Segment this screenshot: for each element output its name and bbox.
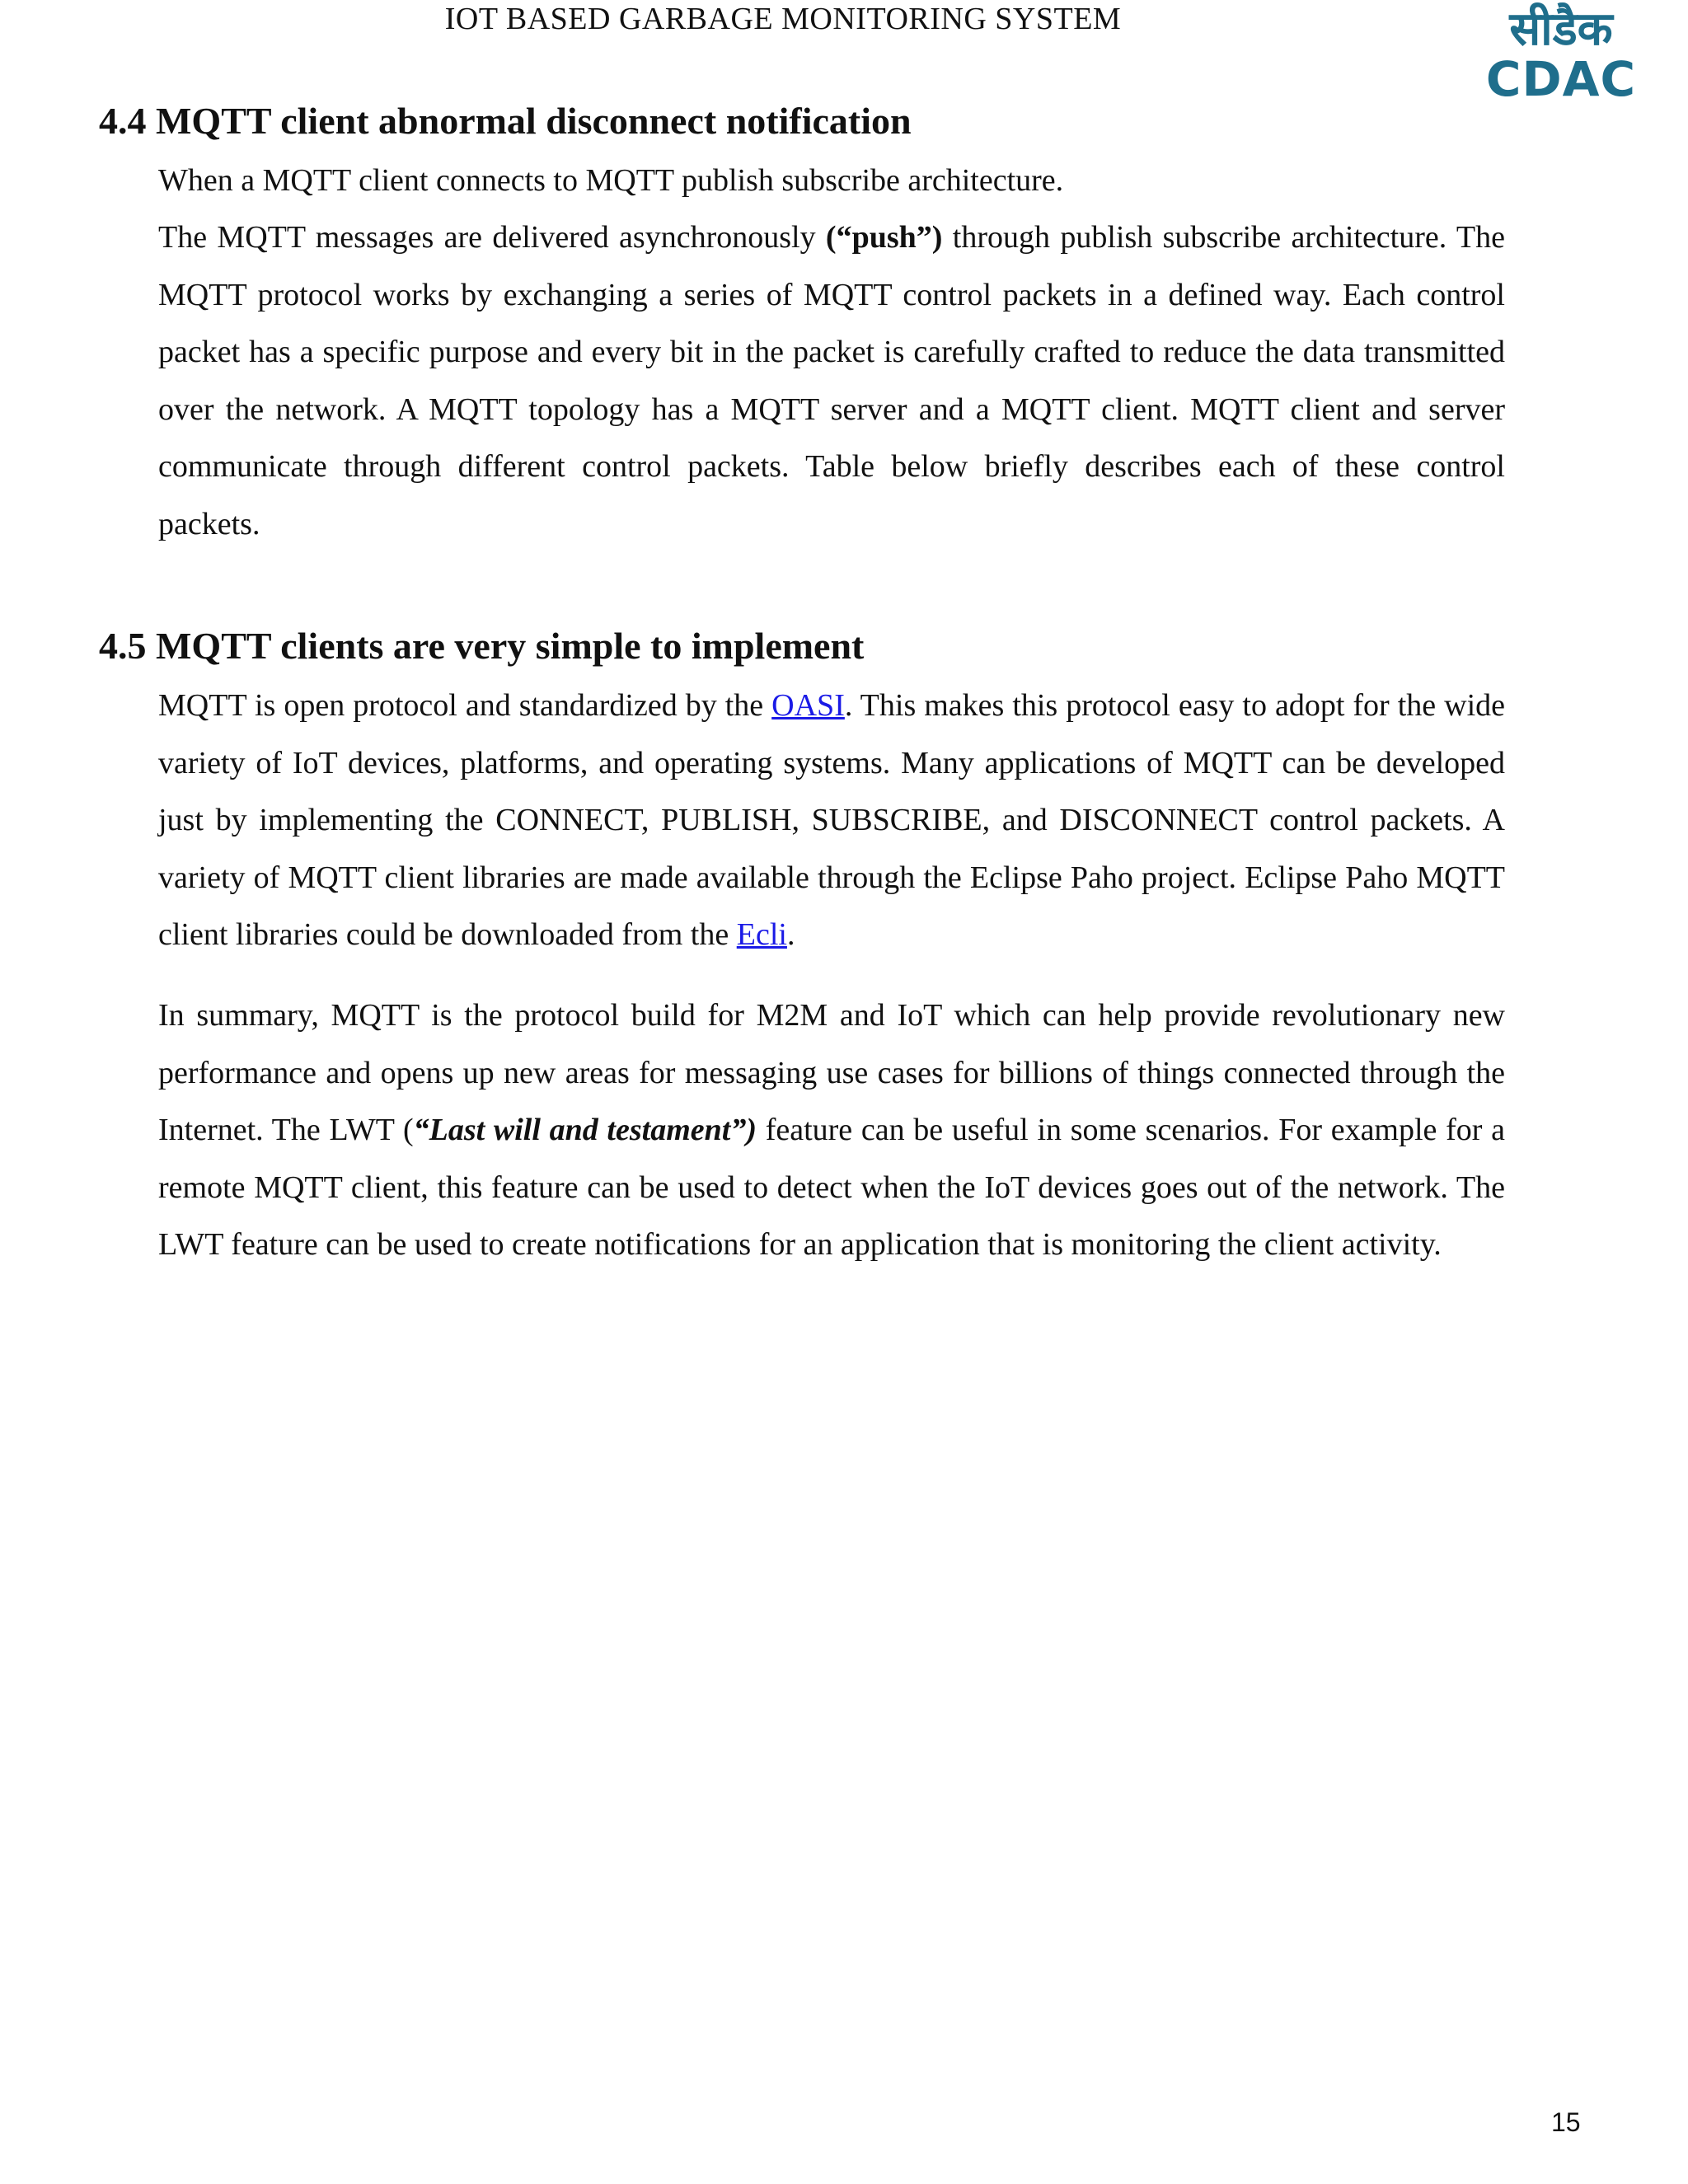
eclipse-link[interactable]: Ecli xyxy=(736,917,787,952)
logo-hindi-text: सीडैक xyxy=(1509,2,1613,56)
paragraph-text: The MQTT messages are delivered asynchronously xyxy=(158,220,826,255)
cdac-logo xyxy=(1486,2,1636,102)
logo-latin-text: CDAC xyxy=(1486,51,1636,102)
emphasis-text xyxy=(414,1113,757,1147)
paragraph xyxy=(158,677,1505,964)
paragraph-text: through publish subscribe architecture. The MQTT protocol works by exchanging a series of MQTT control packets in a defined way. Each control packet has a specific purpose and every bit in the packet is carefully crafted to reduce the data transmitted over the network. A MQTT topology has a MQTT server and a MQTT client. MQTT client and server communicate through different control packets. Table below briefly describes each of these control packets. xyxy=(158,220,1505,541)
running-header: IOT BASED GARBAGE MONITORING SYSTEM xyxy=(444,2,1122,36)
page-number: 15 xyxy=(1551,2107,1581,2137)
emphasis-italic-text: “Last will and testament”) xyxy=(413,1113,757,1147)
paragraph-text: feature can be useful in some scenarios. For example for a remote MQTT client, this feature can be used to detect when the IoT devices goes out of the network. The LWT feature can be used to create notifications for an application that is monitoring the client activity. xyxy=(158,1113,1506,1262)
paragraph-text: . xyxy=(786,917,795,952)
paragraph-text: When a MQTT client connects to MQTT publish subscribe architecture. xyxy=(158,163,1064,198)
paragraph-text: In summary, MQTT is the protocol build for M2M and IoT which can help provide revolutionary new performance and opens up new areas for messaging use cases for billions of things connected through the Internet. The LWT ( xyxy=(158,998,1505,1147)
paragraph xyxy=(158,987,1505,1274)
paragraph-text: MQTT is open protocol and standardized by the xyxy=(158,688,772,723)
section-heading: 4.5 MQTT clients are very simple to implement xyxy=(99,625,865,667)
section-heading: 4.4 MQTT client abnormal disconnect notification xyxy=(99,100,912,142)
emphasis-text: (“push”) xyxy=(825,220,943,255)
paragraph-text: . This makes this protocol easy to adopt for the wide variety of IoT devices, platforms, and operating systems. Many applications of MQTT can be developed just by implementing the CONNECT, PUBLISH, SUBSCRIBE, and DISCONNECT control packets. A variety of MQTT client libraries are made available through the Eclipse Paho project. Eclipse Paho MQTT client libraries could be downloaded from the xyxy=(158,688,1505,952)
oasis-link[interactable]: OASI xyxy=(771,688,845,723)
paragraph xyxy=(158,152,1505,210)
paragraph xyxy=(158,209,1505,553)
